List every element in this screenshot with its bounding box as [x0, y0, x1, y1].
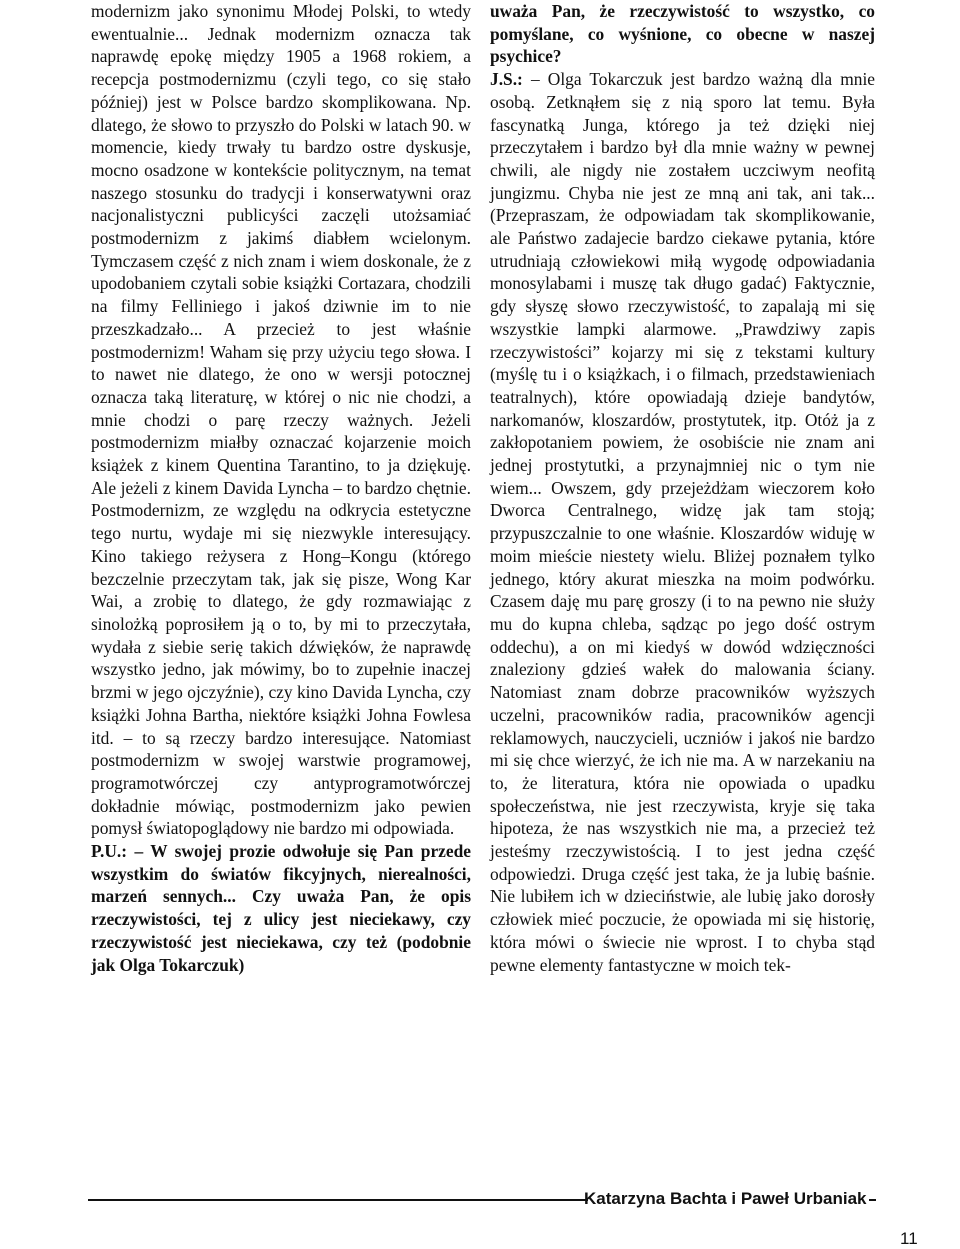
question-paragraph: [91, 840, 471, 976]
answer-paragraph: [490, 68, 875, 976]
left-column: [91, 0, 471, 976]
question-text-part2: uważa Pan, że rzeczywistość to wszystko, co pomyślane, co wyśnione, co obecne w naszej psychice?: [490, 1, 875, 67]
footer-authors: Katarzyna Bachta i Paweł Urbaniak: [584, 1189, 867, 1208]
right-column: [490, 0, 875, 976]
page-number: 11: [900, 1229, 918, 1248]
answer-speaker: J.S.:: [490, 69, 523, 90]
footer-rule-left: [88, 1199, 588, 1201]
question-text-part1: – W swojej prozie odwołuje się Pan przede wszystkim do światów fikcyjnych, nierealności, marzeń sennych... Czy uważa Pan, że opis rzeczywistości, tej z ulicy jest nieciekawy, czy rzeczywistość jest nieciekawa, czy też (podobnie jak Olga Tokarczuk): [91, 841, 471, 975]
footer-rule-right: [869, 1199, 876, 1201]
body-paragraph: modernizm jako synonimu Młodej Polski, to wtedy ewentualnie... Jednak modernizm oznacza tak naprawdę epokę między 1905 a 1968 rokiem, a recepcja postmodernizmu (czyli tego, co się stało później) jest w Polsce bardzo skomplikowana. Np. dlatego, że słowo to przyszło do Polski w latach 90. w momencie, kiedy trwały tu bardzo ostre dyskusje, mocno osadzone w kontekście politycznym, na temat naszego stosunku do tradycji i konserwatywni oraz nacjonalistyczni publicyści zaczęli utożsamiać postmodernizm z jakimś diabłem wcielonym. Tymczasem część z nich znam i wiem doskonale, że z upodobaniem czytali sobie książki Cortazara, chodzili na filmy Felliniego i jakoś dziwnie im to nie przeszkadzało... A przecież to jest właśnie postmodernizm! Waham się przy użyciu tego słowa. I to nawet nie dlatego, że ono w wersji potocznej oznacza taką literaturę, w której o nic nie chodzi, a mnie chodzi o parę rzeczy ważnych. Jeżeli postmodernizm miałby oznaczać kojarzenie moich książek z kinem Quentina Tarantino, to ja dziękuję. Ale jeżeli z kinem Davida Lyncha – to bardzo chętnie. Postmodernizm, ze względu na odkrycia estetyczne tego nurtu, wydaje mi się niezwykle interesujący. Kino takiego reżysera z Hong–Kongu (którego bezczelnie przeczytam tak, jak się pisze, Wong Kar Wai, a zrobię to dlatego, że gdy rozmawiając z sinolożką poprosiłem ją o to, by mi to przeczytała, wydała z siebie serię takich dźwięków, że naprawdę wszystko jedno, jak mówimy, bo to zupełnie inaczej brzmi w jego ojczyźnie), czy kino Davida Lyncha, czy książki Johna Bartha, niektóre książki Johna Fowlesa itd. – to są rzeczy bardzo interesujące. Natomiast postmodernizm w swojej warstwie programowej, programotwórczej czy antyprogramotwórczej dokładnie mówiąc, postmodernizm jako pewien pomysł światopoglądowy nie bardzo mi odpowiada.: [91, 1, 471, 839]
answer-text: – Olga Tokarczuk jest bardzo ważną dla mnie osobą. Zetknąłem się z nią sporo lat temu. Była fascynatką Junga, którego ja też dzięki niej przeczytałem i bardzo był dla mnie ważny w pewnej chwili, ale nigdy nie zostałem uczciwym neofitą jungizmu. Chyba nie jest ze mną ani tak, ani tak... (Przepraszam, że odpowiadam tak skomplikowanie, ale Państwo zadajecie bardzo ciekawe pytania, które utrudniają człowiekowi miłą wygodę odpowiadania monosylabami i muszę tak długo gadać) Faktycznie, gdy słyszę słowo rzeczywistość, to zapalają mi się wszystkie lampki alarmowe. „Prawdziwy zapis rzeczywistości” kojarzy mi się z tekstami kultury (myślę tu i o książkach, i o filmach, przedstawieniach teatralnych), które opowiadają dzieje bandytów, narkomanów, kloszardów, prostytutek, itp. Otóż ja z zakłopotaniem powiem, że osobiście nie znam ani jednej prostytutki, a przynajmniej nic o tym nie wiem... Owszem, gdy przejeżdżam wieczorem koło Dworca Centralnego, widzę jak tam stoją; przypuszczalnie to one właśnie. Kloszardów widuję w moim mieście niestety wielu. Bliżej poznałem tylko jednego, który akurat mieszka na moim podwórku. Czasem daję mu parę groszy (i to na pewno nie służy mu do kupna chleba, sądząc po jego dość ostrym oddechu), a on mi kiedyś w dowód wdzięczności znaleziony gdzieś wałek do malowania ściany. Natomiast znam dobrze pracowników wyższych uczelni, pracowników radia, pracowników agencji reklamowych, nauczycieli, uczniów i jakoś nie bardzo mi się chce wierzyć, że ich nie ma. A w narzekaniu na to, że literatura, która nie opowiada o upadku społeczeństwa, nie jest rzeczywista, kryje się taka hipoteza, że nas wszystkich nie ma, a przecież też jesteśmy rzeczywistością. I to jest jedna część odpowiedzi. Druga część jest taka, że ja lubię baśnie. Nie lubiłem ich w dzieciństwie, ale lubię jako dorosły człowiek mieć poczucie, że opowiada mi się historię, która mówi o świecie nie wprost. I to chyba stąd pewne elementy fantastyczne w moich tek-: [490, 69, 875, 975]
question-speaker: P.U.:: [91, 841, 128, 862]
